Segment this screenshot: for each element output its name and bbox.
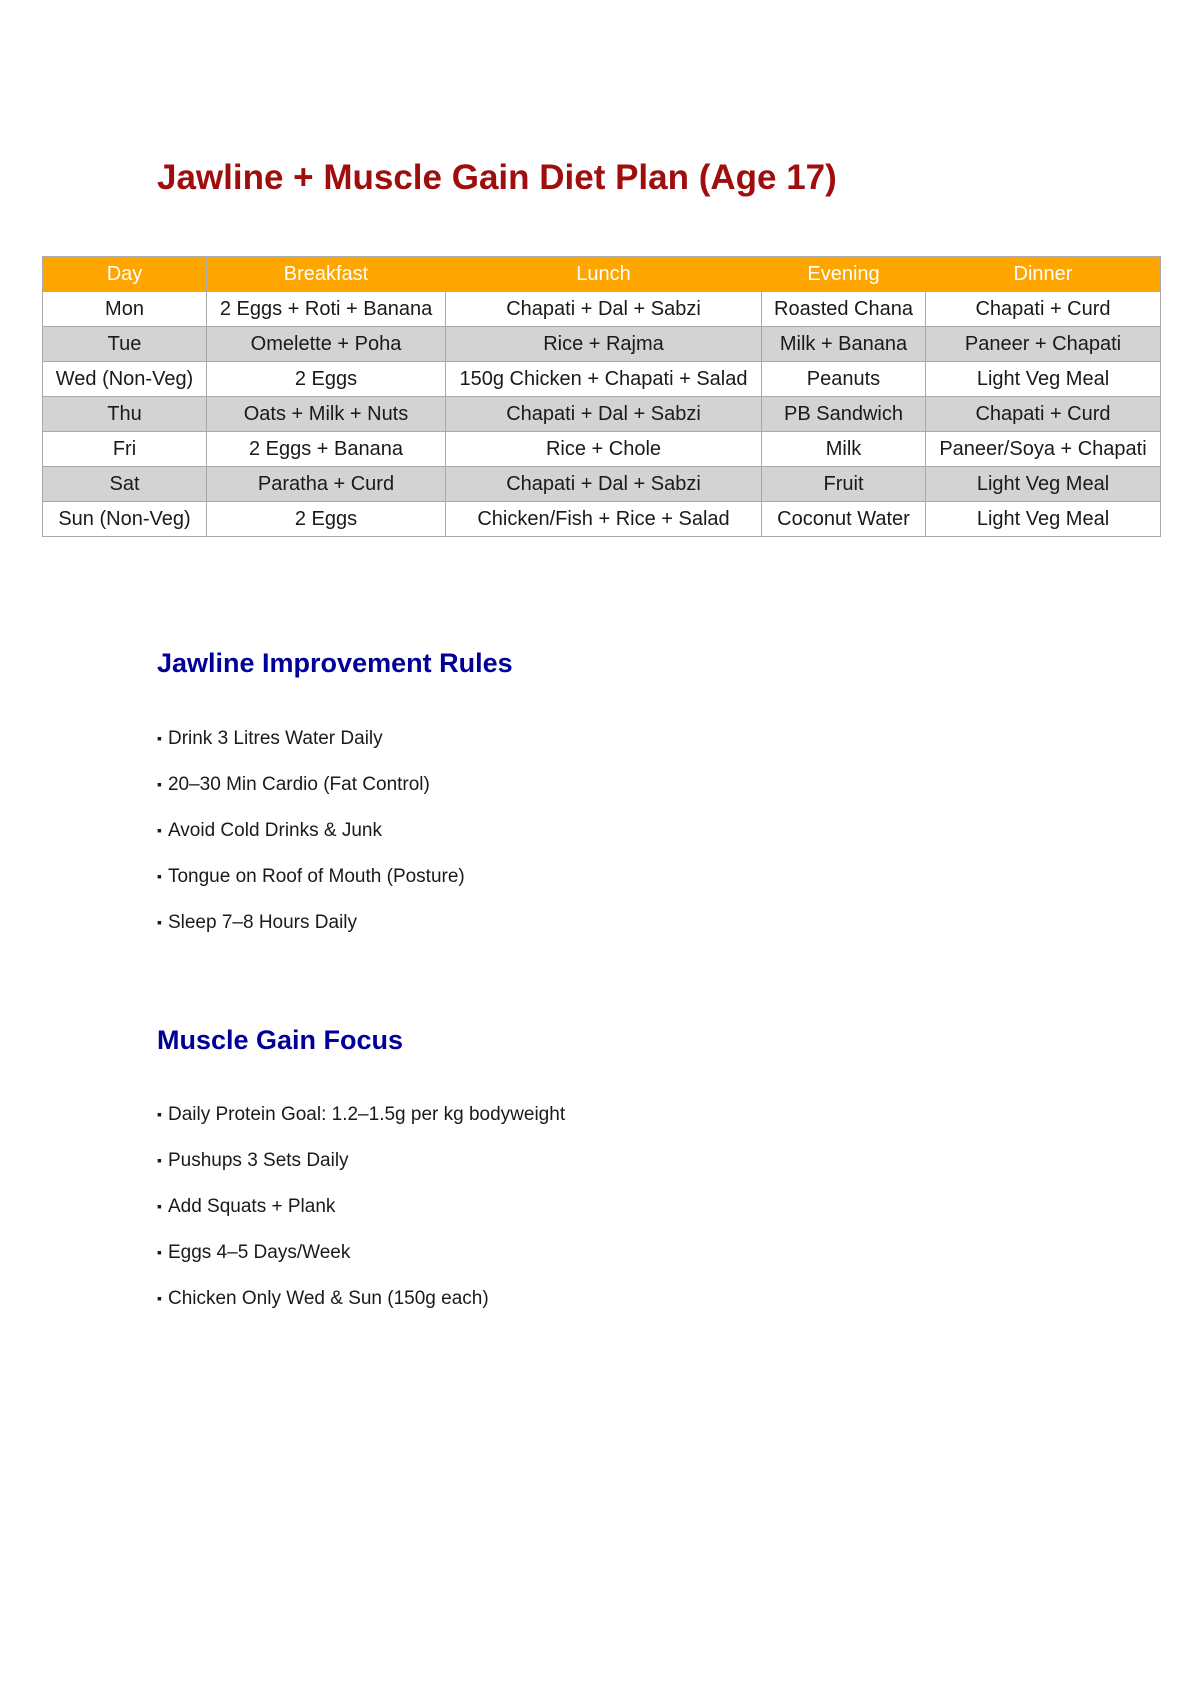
table-row bbox=[43, 327, 1161, 362]
cell-day: Sat bbox=[43, 467, 207, 502]
list-item-text: Sleep 7–8 Hours Daily bbox=[167, 912, 358, 933]
bullet-icon: ▪ bbox=[157, 1198, 162, 1214]
cell-day: Fri bbox=[43, 432, 207, 467]
cell-day: Wed (Non-Veg) bbox=[43, 362, 207, 397]
muscle-focus-list bbox=[157, 1104, 565, 1334]
cell-lunch: Chapati + Dal + Sabzi bbox=[446, 292, 762, 327]
cell-breakfast: 2 Eggs bbox=[207, 362, 446, 397]
cell-lunch: Chapati + Dal + Sabzi bbox=[446, 467, 762, 502]
cell-dinner: Chapati + Curd bbox=[926, 292, 1161, 327]
jawline-section-heading: Jawline Improvement Rules bbox=[157, 648, 513, 678]
cell-breakfast: Paratha + Curd bbox=[207, 467, 446, 502]
diet-plan-table bbox=[42, 256, 1161, 537]
cell-lunch: Rice + Chole bbox=[446, 432, 762, 467]
cell-lunch: Chapati + Dal + Sabzi bbox=[446, 397, 762, 432]
cell-dinner: Paneer/Soya + Chapati bbox=[926, 432, 1161, 467]
page-title: Jawline + Muscle Gain Diet Plan (Age 17) bbox=[157, 158, 837, 197]
cell-breakfast: Omelette + Poha bbox=[207, 327, 446, 362]
bullet-icon: ▪ bbox=[157, 1244, 162, 1260]
bullet-icon: ▪ bbox=[157, 1152, 162, 1168]
list-item-text: Drink 3 Litres Water Daily bbox=[167, 728, 383, 749]
bullet-icon: ▪ bbox=[157, 822, 162, 838]
header-lunch: Lunch bbox=[446, 257, 762, 292]
cell-evening: Fruit bbox=[762, 467, 926, 502]
bullet-icon: ▪ bbox=[157, 868, 162, 884]
header-day: Day bbox=[43, 257, 207, 292]
cell-day: Tue bbox=[43, 327, 207, 362]
cell-breakfast: 2 Eggs + Roti + Banana bbox=[207, 292, 446, 327]
table-row bbox=[43, 467, 1161, 502]
bullet-icon: ▪ bbox=[157, 914, 162, 930]
list-item bbox=[157, 1196, 565, 1242]
cell-evening: Milk bbox=[762, 432, 926, 467]
bullet-icon: ▪ bbox=[157, 730, 162, 746]
list-item-text: Tongue on Roof of Mouth (Posture) bbox=[167, 866, 465, 887]
cell-dinner: Paneer + Chapati bbox=[926, 327, 1161, 362]
list-item-text: Daily Protein Goal: 1.2–1.5g per kg bodyweight bbox=[167, 1104, 566, 1125]
cell-day: Thu bbox=[43, 397, 207, 432]
list-item bbox=[157, 866, 465, 912]
cell-lunch: Rice + Rajma bbox=[446, 327, 762, 362]
bullet-icon: ▪ bbox=[157, 776, 162, 792]
list-item bbox=[157, 1104, 565, 1150]
header-dinner: Dinner bbox=[926, 257, 1161, 292]
table-row bbox=[43, 292, 1161, 327]
bullet-icon: ▪ bbox=[157, 1106, 162, 1122]
list-item bbox=[157, 912, 465, 958]
list-item-text: Pushups 3 Sets Daily bbox=[167, 1150, 349, 1171]
bullet-icon: ▪ bbox=[157, 1290, 162, 1306]
list-item-text: 20–30 Min Cardio (Fat Control) bbox=[167, 774, 430, 795]
cell-dinner: Light Veg Meal bbox=[926, 362, 1161, 397]
cell-dinner: Light Veg Meal bbox=[926, 502, 1161, 537]
table-row bbox=[43, 432, 1161, 467]
table-row bbox=[43, 502, 1161, 537]
list-item bbox=[157, 728, 465, 774]
list-item-text: Avoid Cold Drinks & Junk bbox=[167, 820, 382, 841]
list-item bbox=[157, 820, 465, 866]
table-row bbox=[43, 362, 1161, 397]
list-item-text: Chicken Only Wed & Sun (150g each) bbox=[167, 1288, 489, 1309]
list-item-text: Add Squats + Plank bbox=[167, 1196, 336, 1217]
cell-breakfast: 2 Eggs bbox=[207, 502, 446, 537]
cell-evening: Milk + Banana bbox=[762, 327, 926, 362]
muscle-section-heading: Muscle Gain Focus bbox=[157, 1025, 404, 1055]
cell-day: Mon bbox=[43, 292, 207, 327]
list-item bbox=[157, 1150, 565, 1196]
cell-breakfast: Oats + Milk + Nuts bbox=[207, 397, 446, 432]
cell-lunch: Chicken/Fish + Rice + Salad bbox=[446, 502, 762, 537]
list-item-text: Eggs 4–5 Days/Week bbox=[167, 1242, 351, 1263]
table-header-row bbox=[43, 257, 1161, 292]
header-evening: Evening bbox=[762, 257, 926, 292]
cell-day: Sun (Non-Veg) bbox=[43, 502, 207, 537]
list-item bbox=[157, 1242, 565, 1288]
list-item bbox=[157, 774, 465, 820]
table-row bbox=[43, 397, 1161, 432]
cell-evening: Coconut Water bbox=[762, 502, 926, 537]
jawline-rules-list bbox=[157, 728, 465, 958]
cell-breakfast: 2 Eggs + Banana bbox=[207, 432, 446, 467]
cell-evening: PB Sandwich bbox=[762, 397, 926, 432]
cell-dinner: Light Veg Meal bbox=[926, 467, 1161, 502]
header-breakfast: Breakfast bbox=[207, 257, 446, 292]
cell-lunch: 150g Chicken + Chapati + Salad bbox=[446, 362, 762, 397]
cell-evening: Peanuts bbox=[762, 362, 926, 397]
cell-dinner: Chapati + Curd bbox=[926, 397, 1161, 432]
list-item bbox=[157, 1288, 565, 1334]
cell-evening: Roasted Chana bbox=[762, 292, 926, 327]
